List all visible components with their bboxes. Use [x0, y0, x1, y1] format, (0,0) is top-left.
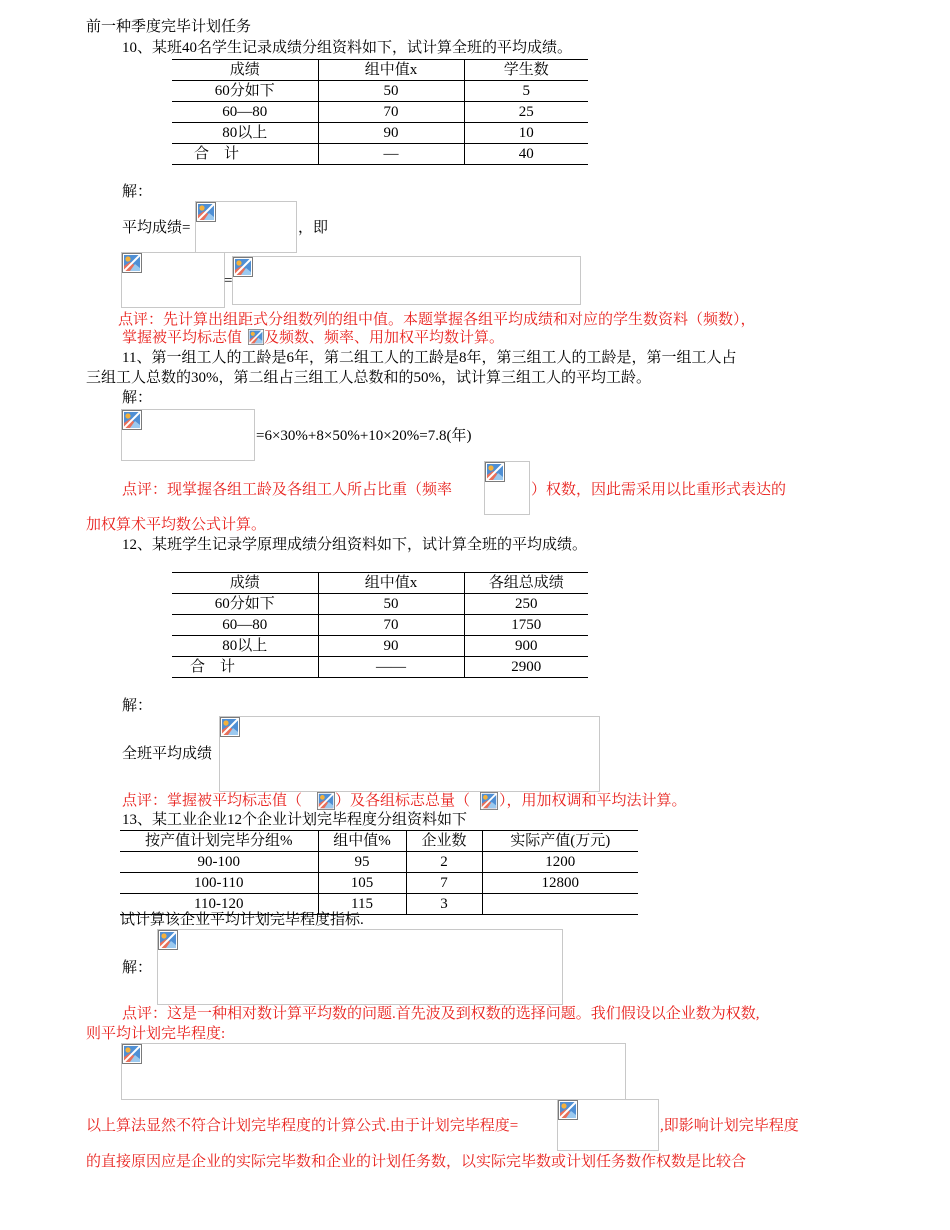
- table-header: 组中值x: [318, 573, 464, 594]
- q10-solution-label: 解：: [122, 184, 153, 200]
- table-cell: 70: [318, 615, 464, 636]
- table-cell: 80以上: [172, 636, 318, 657]
- table-header: 企业数: [406, 831, 482, 852]
- q12-avg-label: 全班平均成绩: [122, 746, 213, 762]
- table-cell: 90-100: [120, 852, 318, 873]
- q10-comment-line2b: 及频数、频率、用加权平均数计算。: [264, 330, 505, 346]
- table-header: 组中值%: [318, 831, 406, 852]
- table-cell: 50: [318, 594, 464, 615]
- formula-image: [219, 716, 600, 792]
- q10-question: 10、某班40名学生记录成绩分组资料如下，试计算全班的平均成绩。: [122, 40, 573, 56]
- table-header: 按产值计划完毕分组%: [120, 831, 318, 852]
- q12-question: 12、某班学生记录学原理成绩分组资料如下，试计算全班的平均成绩。: [122, 537, 588, 553]
- broken-image-icon: [233, 257, 253, 277]
- broken-image-icon: [196, 202, 216, 222]
- q13-bottom-line1b: ,即影响计划完毕程度: [660, 1118, 799, 1134]
- q11-solution-label: 解：: [122, 390, 153, 406]
- table-cell: 115: [318, 894, 406, 915]
- table-header: 组中值x: [318, 60, 464, 81]
- table-cell: 1750: [464, 615, 588, 636]
- broken-image-icon: [122, 253, 142, 273]
- table-header: 成绩: [172, 60, 318, 81]
- q11-formula: =6×30%+8×50%+10×20%=7.8(年): [256, 428, 472, 444]
- formula-image: [121, 252, 225, 308]
- table-cell: 900: [464, 636, 588, 657]
- formula-image: [121, 1043, 626, 1100]
- table-cell: 80以上: [172, 123, 318, 144]
- broken-image-icon: [248, 329, 264, 345]
- formula-image: [232, 256, 581, 305]
- q13-table: [120, 830, 638, 915]
- top-line: 前一种季度完毕计划任务: [86, 19, 252, 35]
- q11-question-line2: 三组工人总数的30%，第二组占三组工人总数和的50%，试计算三组工人的平均工龄。: [86, 370, 651, 386]
- inline-formula-image: [480, 792, 498, 810]
- formula-image: [157, 929, 563, 1005]
- table-cell: 60分如下: [172, 81, 318, 102]
- broken-image-icon: [122, 1044, 142, 1064]
- q13-ask: 试计算该企业平均计划完毕程度指标.: [120, 912, 364, 928]
- table-cell: 90: [318, 636, 464, 657]
- q10-avg-label: 平均成绩=: [122, 220, 191, 236]
- formula-image: [195, 201, 297, 253]
- q11-question-line1: 11、第一组工人的工龄是6年，第二组工人的工龄是8年，第三组工人的工龄是，第一组工人占: [122, 350, 737, 366]
- table-cell: 3: [406, 894, 482, 915]
- q13-bottom-line1a: 以上算法显然不符合计划完毕程度的计算公式.由于计划完毕程度=: [86, 1118, 519, 1134]
- table-cell: [482, 894, 638, 915]
- table-cell: 60—80: [172, 102, 318, 123]
- q12-comment-part2: ）及各组标志总量（: [335, 793, 471, 809]
- table-header: 实际产值(万元): [482, 831, 638, 852]
- q13-solution-label: 解：: [122, 960, 153, 976]
- q13-comment-line2: 则平均计划完毕程度:: [86, 1026, 226, 1042]
- q10-table: [172, 59, 588, 165]
- broken-image-icon: [317, 792, 335, 810]
- q10-comment-line1: 点评：先计算出组距式分组数列的组中值。本题掌握各组平均成绩和对应的学生数资料（频数），: [118, 312, 756, 328]
- table-cell: 7: [406, 873, 482, 894]
- table-cell: 90: [318, 123, 464, 144]
- inline-formula-image: [248, 329, 264, 345]
- q10-avg-suffix: ，即: [298, 220, 329, 236]
- q11-comment-part2: ）权数，因此需采用以比重形式表达的: [531, 482, 787, 498]
- table-cell: 1200: [482, 852, 638, 873]
- broken-image-icon: [158, 930, 178, 950]
- q13-comment-line1: 点评：这是一种相对数计算平均数的问题.首先波及到权数的选择问题。我们假设以企业数为权数,: [122, 1006, 760, 1022]
- table-cell: 60—80: [172, 615, 318, 636]
- table-cell: 2: [406, 852, 482, 873]
- table-header: 各组总成绩: [464, 573, 588, 594]
- q11-comment-line2: 加权算术平均数公式计算。: [86, 517, 267, 533]
- table-cell: 40: [464, 144, 588, 165]
- table-cell: 25: [464, 102, 588, 123]
- equals-sign: =: [224, 273, 233, 289]
- q10-comment-line2a: 掌握被平均标志值: [122, 330, 243, 346]
- table-cell: 5: [464, 81, 588, 102]
- formula-image: [121, 409, 255, 461]
- table-cell: 60分如下: [172, 594, 318, 615]
- broken-image-icon: [220, 717, 240, 737]
- q12-solution-label: 解：: [122, 698, 153, 714]
- table-cell: 105: [318, 873, 406, 894]
- q13-question: 13、某工业企业12个企业计划完毕程度分组资料如下: [122, 812, 468, 828]
- inline-formula-image: [317, 792, 335, 810]
- table-header: 学生数: [464, 60, 588, 81]
- broken-image-icon: [558, 1100, 578, 1120]
- table-cell: 合 计: [172, 144, 318, 165]
- table-header: 成绩: [172, 573, 318, 594]
- q11-comment-part1: 点评：现掌握各组工龄及各组工人所占比重（频率: [122, 482, 453, 498]
- q12-table: [172, 572, 588, 678]
- q13-bottom-line2: 的直接原因应是企业的实际完毕数和企业的计划任务数，以实际完毕数或计划任务数作权数是比较合: [86, 1154, 747, 1170]
- table-cell: 95: [318, 852, 406, 873]
- broken-image-icon: [122, 410, 142, 430]
- table-cell: 10: [464, 123, 588, 144]
- table-cell: 250: [464, 594, 588, 615]
- table-cell: 100-110: [120, 873, 318, 894]
- table-cell: 2900: [464, 657, 588, 678]
- q12-comment-part1: 点评：掌握被平均标志值（: [122, 793, 303, 809]
- table-cell: ——: [318, 657, 464, 678]
- table-cell: 50: [318, 81, 464, 102]
- formula-image: [557, 1099, 659, 1151]
- formula-image: [484, 461, 530, 515]
- table-cell: 110-120: [120, 894, 318, 915]
- broken-image-icon: [485, 462, 505, 482]
- q12-comment-part3: ），用加权调和平均法计算。: [499, 793, 687, 809]
- table-cell: —: [318, 144, 464, 165]
- table-cell: 12800: [482, 873, 638, 894]
- table-cell: 70: [318, 102, 464, 123]
- table-cell: 合 计: [172, 657, 318, 678]
- broken-image-icon: [480, 792, 498, 810]
